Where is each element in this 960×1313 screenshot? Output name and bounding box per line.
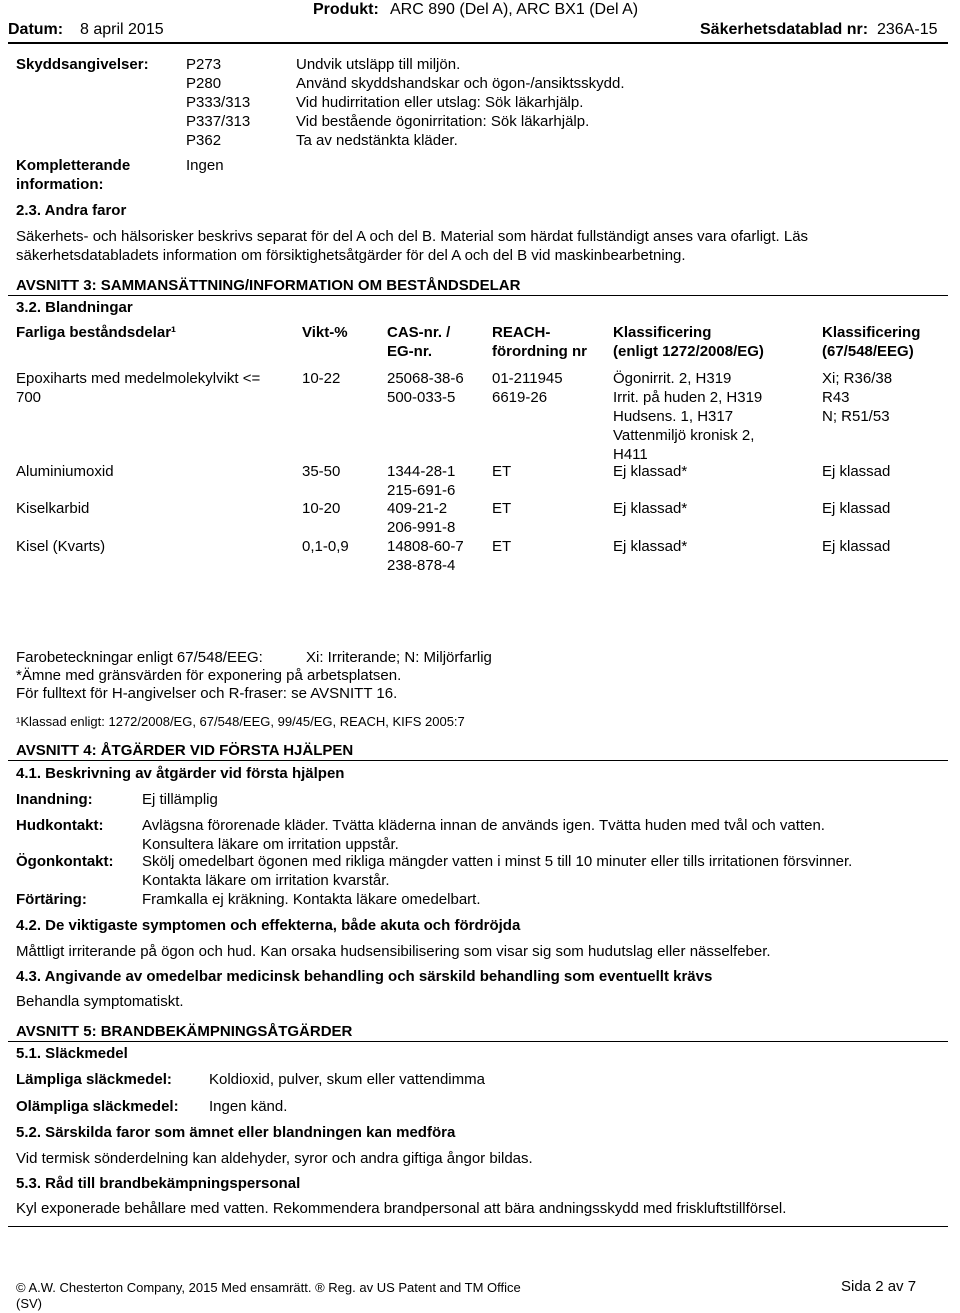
footer-copyright: © A.W. Chesterton Company, 2015 Med ensamrätt. ® Reg. av US Patent and TM Office <box>16 1280 521 1295</box>
clp-class: Ej klassad* <box>613 463 688 480</box>
symptoms-text: Måttligt irriterande på ögon och hud. Kan orsaka hudsensibilisering som visar sig som hudutslag eller nässelfeber. <box>16 943 771 960</box>
precaution-code: P280 <box>186 75 222 92</box>
header-rule <box>8 42 948 44</box>
ingredient-weight: 10-20 <box>302 500 341 517</box>
ingredient-cas-eg <box>387 537 464 575</box>
section5-sub3: 5.3. Råd till brandbekämpningspersonal <box>16 1175 301 1192</box>
dsd-class: Xi; R36/38 <box>822 370 893 387</box>
classified-note: ¹Klassad enligt: 1272/2008/EG, 67/548/EEG, 99/45/EG, REACH, KIFS 2005:7 <box>16 714 465 729</box>
reach-number: 01-211945 <box>492 370 563 387</box>
section5-rule <box>8 1041 948 1042</box>
supplemental-value: Ingen <box>186 157 224 174</box>
unsuitable-media-label: Olämpliga släckmedel: <box>16 1098 179 1115</box>
ingredient-name: 700 <box>16 389 42 406</box>
clp-class: Vattenmiljö kronisk 2, <box>613 427 755 444</box>
header-date-value: 8 april 2015 <box>80 21 164 38</box>
col-header-weight: Vikt-% <box>302 324 348 341</box>
col-header-reach-line: förordning nr <box>492 343 587 360</box>
clp-class: Ej klassad* <box>613 538 688 555</box>
supplemental-label-line: Kompletterande <box>16 157 131 174</box>
precaution-texts <box>296 55 625 150</box>
ingredient-weight: 35-50 <box>302 463 341 480</box>
ingestion-value: Framkalla ej kräkning. Kontakta läkare omedelbart. <box>142 891 481 908</box>
suitable-media-value: Koldioxid, pulver, skum eller vattendimma <box>209 1071 485 1088</box>
col-header-clp <box>613 323 764 361</box>
clp-class: H411 <box>613 446 648 463</box>
eg-number: 238-878-4 <box>387 557 456 574</box>
col-header-reach <box>492 323 587 361</box>
col-header-cas <box>387 323 450 361</box>
eg-number: 215-691-6 <box>387 482 456 499</box>
section4-sub1: 4.1. Beskrivning av åtgärder vid första hjälpen <box>16 765 345 782</box>
ingredient-name: Kiselkarbid <box>16 500 90 517</box>
eye-label: Ögonkontakt: <box>16 853 114 870</box>
ingredient-cas-eg <box>387 369 464 407</box>
table-row-name <box>16 369 260 407</box>
header-product-value: ARC 890 (Del A), ARC BX1 (Del A) <box>390 1 639 18</box>
other-hazards-label: 2.3. Andra faror <box>16 202 127 219</box>
hazard-symbols-value: Xi: Irriterande; N: Miljörfarlig <box>306 649 492 666</box>
col-header-dsd <box>822 323 920 361</box>
exposure-note: *Ämne med gränsvärden för exponering på arbetsplatsen. <box>16 667 402 684</box>
section3-subtitle: 3.2. Blandningar <box>16 299 133 316</box>
ingredient-name: Aluminiumoxid <box>16 463 114 480</box>
col-header-dsd-line: Klassificering <box>822 324 921 341</box>
other-hazards-line: Säkerhets- och hälsorisker beskrivs separat för del A och del B. Material som härdat fullständigt anses vara ofarligt. Läs <box>16 228 809 245</box>
reach-number: ET <box>492 500 512 517</box>
section3-rule <box>8 295 948 296</box>
eye-line: Kontakta läkare om irritation kvarstår. <box>142 872 390 889</box>
other-hazards-line: säkerhetsdatabladets information om försiktighetsåtgärder för del A och del B vid maskinbearbetning. <box>16 247 686 264</box>
precaution-code: P337/313 <box>186 113 251 130</box>
treatment-text: Behandla symptomatiskt. <box>16 993 184 1010</box>
precaution-label: Skyddsangivelser: <box>16 56 149 73</box>
dsd-class: Ej klassad <box>822 538 891 555</box>
section3-title: AVSNITT 3: SAMMANSÄTTNING/INFORMATION OM BESTÅNDSDELAR <box>16 277 521 294</box>
cas-number: 14808-60-7 <box>387 538 464 555</box>
ingredient-cas-eg <box>387 462 455 500</box>
skin-value <box>142 816 825 854</box>
col-header-clp-line: (enligt 1272/2008/EG) <box>613 343 764 360</box>
eg-number: 500-033-5 <box>387 389 456 406</box>
skin-label: Hudkontakt: <box>16 817 104 834</box>
col-header-cas-line: CAS-nr. / <box>387 324 451 341</box>
clp-class: Irrit. på huden 2, H319 <box>613 389 763 406</box>
ingredient-weight: 10-22 <box>302 370 341 387</box>
section4-title: AVSNITT 4: ÅTGÄRDER VID FÖRSTA HJÄLPEN <box>16 742 354 759</box>
precaution-code: P273 <box>186 56 222 73</box>
col-header-reach-line: REACH- <box>492 324 551 341</box>
col-header-cas-line: EG-nr. <box>387 343 433 360</box>
footer-rule <box>8 1226 948 1227</box>
ingredient-name: Kisel (Kvarts) <box>16 538 106 555</box>
header-sds-value: 236A-15 <box>877 21 938 38</box>
dsd-class: N; R51/53 <box>822 408 890 425</box>
ingredient-dsd <box>822 369 892 426</box>
cas-number: 25068-38-6 <box>387 370 464 387</box>
precaution-text: Vid hudirritation eller utslag: Sök läkarhjälp. <box>296 94 584 111</box>
eye-line: Skölj omedelbart ögonen med rikliga mängder vatten i minst 5 till 10 minuter eller tills irritationen försvinner. <box>142 853 853 870</box>
precaution-text: Ta av nedstänkta kläder. <box>296 132 458 149</box>
clp-class: Hudsens. 1, H317 <box>613 408 734 425</box>
firefighter-advice-text: Kyl exponerade behållare med vatten. Rekommendera brandpersonal att bära andningsskydd med friskluftstillförsel. <box>16 1200 787 1217</box>
eye-value <box>142 852 852 890</box>
supplemental-label-line: information: <box>16 176 104 193</box>
clp-class: Ej klassad* <box>613 500 688 517</box>
col-header-clp-line: Klassificering <box>613 324 712 341</box>
header-date-label: Datum: <box>8 21 64 38</box>
precaution-code: P333/313 <box>186 94 251 111</box>
section4-sub3: 4.3. Angivande av omedelbar medicinsk behandling och särskild behandling som eventuellt krävs <box>16 968 713 985</box>
ingestion-label: Förtäring: <box>16 891 87 908</box>
precaution-code: P362 <box>186 132 222 149</box>
dsd-class: Ej klassad <box>822 463 891 480</box>
skin-line: Konsultera läkare om irritation uppstår. <box>142 836 399 853</box>
section4-rule <box>8 760 948 761</box>
reach-number: 6619-26 <box>492 389 548 406</box>
precaution-text: Använd skyddshandskar och ögon-/ansiktsskydd. <box>296 75 625 92</box>
ingredient-clp <box>613 369 762 464</box>
ingredient-cas-eg <box>387 499 455 537</box>
col-header-ingredient: Farliga beståndsdelar¹ <box>16 324 177 341</box>
reach-number: ET <box>492 463 512 480</box>
fulltext-note: För fulltext för H-angivelser och R-fraser: se AVSNITT 16. <box>16 685 398 702</box>
ingredient-reach <box>492 369 563 407</box>
unsuitable-media-value: Ingen känd. <box>209 1098 288 1115</box>
ingredient-weight: 0,1-0,9 <box>302 538 349 555</box>
inhalation-label: Inandning: <box>16 791 93 808</box>
col-header-dsd-line: (67/548/EEG) <box>822 343 914 360</box>
section5-sub1: 5.1. Släckmedel <box>16 1045 128 1062</box>
skin-line: Avlägsna förorenade kläder. Tvätta kläderna innan de används igen. Tvätta huden med tvål och vatten. <box>142 817 825 834</box>
cas-number: 1344-28-1 <box>387 463 456 480</box>
ingredient-name: Epoxiharts med medelmolekylvikt <= <box>16 370 261 387</box>
precaution-text: Undvik utsläpp till miljön. <box>296 56 461 73</box>
header-product-label: Produkt: <box>313 1 379 18</box>
section4-sub2: 4.2. De viktigaste symptomen och effekterna, både akuta och fördröjda <box>16 917 521 934</box>
clp-class: Ögonirrit. 2, H319 <box>613 370 732 387</box>
reach-number: ET <box>492 538 512 555</box>
footer-language: (SV) <box>16 1296 42 1311</box>
inhalation-value: Ej tillämplig <box>142 791 218 808</box>
suitable-media-label: Lämpliga släckmedel: <box>16 1071 172 1088</box>
section5-title: AVSNITT 5: BRANDBEKÄMPNINGSÅTGÄRDER <box>16 1023 353 1040</box>
dsd-class: Ej klassad <box>822 500 891 517</box>
dsd-class: R43 <box>822 389 850 406</box>
footer-page-number: Sida 2 av 7 <box>841 1278 917 1295</box>
cas-number: 409-21-2 <box>387 500 448 517</box>
section5-sub2: 5.2. Särskilda faror som ämnet eller blandningen kan medföra <box>16 1124 456 1141</box>
precaution-codes <box>186 55 250 150</box>
hazard-symbols-label: Farobeteckningar enligt 67/548/EEG: <box>16 649 263 666</box>
eg-number: 206-991-8 <box>387 519 456 536</box>
special-hazards-text: Vid termisk sönderdelning kan aldehyder, syror och andra giftiga ångor bildas. <box>16 1150 533 1167</box>
supplemental-label <box>16 156 130 194</box>
header-sds-label: Säkerhetsdatablad nr: <box>700 21 869 38</box>
precaution-text: Vid bestående ögonirritation: Sök läkarhjälp. <box>296 113 590 130</box>
